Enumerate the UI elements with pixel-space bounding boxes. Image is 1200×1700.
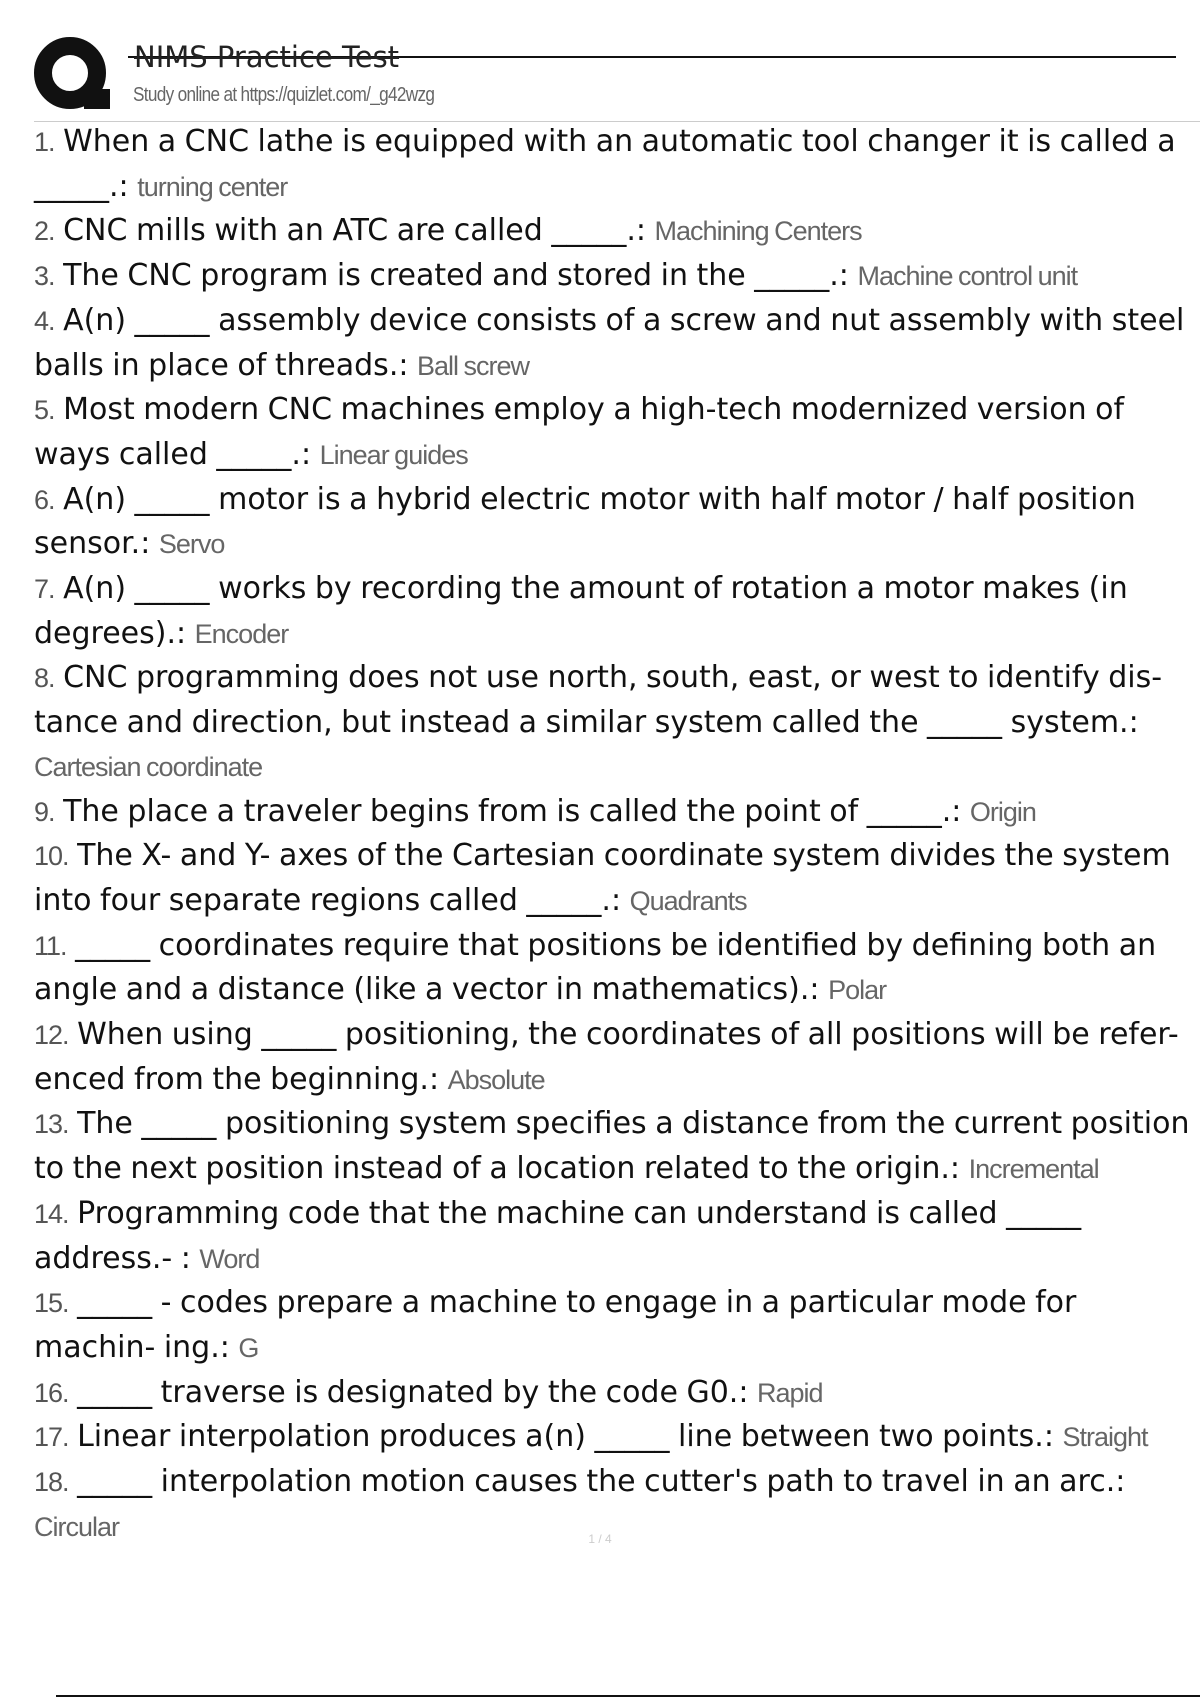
question-number: 3. xyxy=(34,261,55,292)
document-title: NIMS Practice Test xyxy=(134,40,400,74)
question-number: 4. xyxy=(34,305,55,336)
question-text: CNC programming does not use north, south, east, or west to identify dis- tance and direction, but instead a similar system called the _____ system.: xyxy=(34,660,1163,741)
question-number: 13. xyxy=(34,1109,69,1140)
question-number: 7. xyxy=(34,574,55,605)
question-text: A(n) _____ works by recording the amount of rotation a motor makes (in degrees).: xyxy=(34,571,1128,651)
answer-text: Rapid xyxy=(757,1377,823,1408)
question-item xyxy=(34,1415,1200,1460)
question-text: _____ coordinates require that positions be identified by defining both an angle and a distance (like a vector in mathematics).: xyxy=(34,927,1157,1008)
answer-text: Origin xyxy=(969,796,1036,827)
question-text: _____ - codes prepare a machine to engage in a particular mode for machin- ing.: xyxy=(34,1285,1077,1365)
question-text: Most modern CNC machines employ a high-tech modernized version of ways called _____.: xyxy=(34,392,1125,472)
answer-text: Incremental xyxy=(968,1154,1099,1185)
answer-text: Polar xyxy=(828,975,887,1006)
answer-text: turning center xyxy=(137,171,288,202)
question-number: 11. xyxy=(34,930,67,961)
answer-text: Encoder xyxy=(194,618,289,649)
question-text: The place a traveler begins from is called the point of _____.: xyxy=(63,793,962,829)
question-number: 8. xyxy=(34,663,55,694)
answer-text: Machine control unit xyxy=(857,261,1078,292)
question-text: A(n) _____ motor is a hybrid electric motor with half motor / half position sensor.: xyxy=(34,481,1136,562)
footer-divider xyxy=(56,1695,1200,1697)
question-text: _____ interpolation motion causes the cutter's path to travel in an arc.: xyxy=(77,1464,1126,1500)
answer-text: Linear guides xyxy=(319,439,468,470)
question-text: CNC mills with an ATC are called _____.: xyxy=(63,213,646,249)
answer-text: Circular xyxy=(34,1511,120,1542)
question-number: 10. xyxy=(34,841,69,872)
document-header xyxy=(34,36,1200,122)
question-text: The X- and Y- axes of the Cartesian coordinate system divides the system into four separate regions called _____.: xyxy=(34,838,1171,918)
question-number: 9. xyxy=(34,796,55,827)
question-text: The CNC program is created and stored in the _____.: xyxy=(63,258,849,294)
question-text: A(n) _____ assembly device consists of a screw and nut assembly with steel balls in place of threads.: xyxy=(34,302,1185,383)
question-item xyxy=(34,1102,1200,1191)
answer-text: Ball screw xyxy=(417,350,530,381)
question-number: 1. xyxy=(34,127,55,157)
answer-text: Word xyxy=(199,1243,260,1274)
question-item xyxy=(34,299,1200,388)
question-item xyxy=(34,209,1200,254)
question-number: 17. xyxy=(34,1422,69,1453)
question-text: _____ traverse is designated by the code G0.: xyxy=(77,1374,749,1410)
question-number: 2. xyxy=(34,216,55,247)
question-item xyxy=(34,120,1200,209)
quizlet-logo-icon xyxy=(34,36,112,114)
answer-text: G xyxy=(238,1332,259,1363)
question-item xyxy=(34,924,1200,1013)
answer-text: Straight xyxy=(1062,1422,1148,1453)
question-text: Linear interpolation produces a(n) _____ line between two points.: xyxy=(77,1419,1054,1455)
answer-text: Quadrants xyxy=(629,885,747,916)
answer-text: Absolute xyxy=(447,1064,545,1095)
question-number: 12. xyxy=(34,1020,69,1051)
answer-text: Servo xyxy=(158,529,225,560)
question-number: 15. xyxy=(34,1288,69,1319)
document-subtitle: Study online at https://quizlet.com/_g42wzg xyxy=(133,84,435,106)
question-list xyxy=(34,120,1200,1550)
question-text: Programming code that the machine can understand is called _____ address.- : xyxy=(34,1195,1082,1276)
question-text: When a CNC lathe is equipped with an automatic tool changer it is called a _____.: xyxy=(34,124,1176,204)
question-item xyxy=(34,790,1200,835)
question-number: 6. xyxy=(34,484,55,515)
question-text: The _____ positioning system specifies a distance from the current position to the next position instead of a location related to the origin.: xyxy=(34,1106,1190,1187)
question-number: 5. xyxy=(34,395,55,426)
question-item xyxy=(34,1013,1200,1102)
answer-text: Machining Centers xyxy=(654,216,862,247)
question-number: 14. xyxy=(34,1198,69,1229)
question-item xyxy=(34,388,1200,477)
question-item xyxy=(34,1281,1200,1370)
question-item xyxy=(34,1371,1200,1416)
question-number: 18. xyxy=(34,1467,69,1498)
question-number: 16. xyxy=(34,1377,69,1408)
question-item xyxy=(34,1192,1200,1281)
answer-text: Cartesian coordinate xyxy=(34,751,263,782)
question-item xyxy=(34,567,1200,656)
question-text: When using _____ positioning, the coordinates of all positions will be refer- enced from the beginning.: xyxy=(34,1017,1179,1097)
question-item xyxy=(34,656,1200,789)
question-item xyxy=(34,254,1200,299)
question-item xyxy=(34,478,1200,567)
page-number: 1 / 4 xyxy=(588,1532,612,1546)
question-item xyxy=(34,834,1200,923)
